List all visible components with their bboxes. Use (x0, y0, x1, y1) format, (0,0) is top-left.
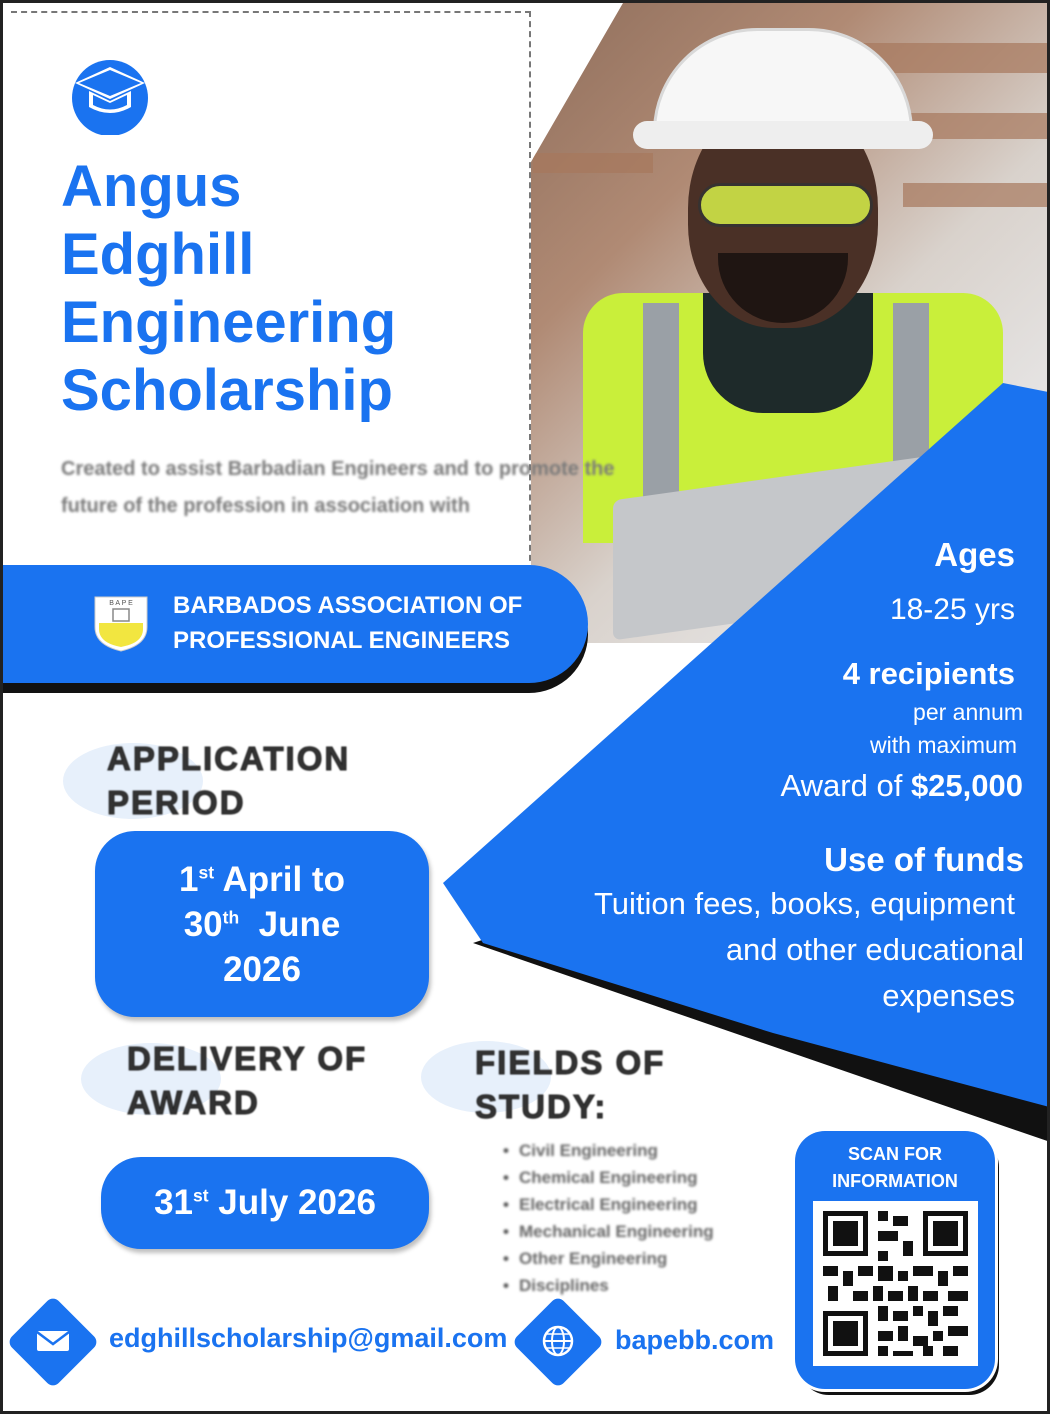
recipients-line-3: with maximum (870, 732, 1017, 758)
title-line-4: Scholarship (61, 358, 393, 423)
title-line-3: Engineering (61, 290, 397, 355)
delivery-heading-line-2: AWARD (127, 1084, 260, 1121)
qr-title (795, 1141, 995, 1195)
title-line-1: Angus (61, 154, 242, 219)
envelope-icon (35, 1327, 71, 1355)
bape-shield-logo (91, 593, 151, 653)
field-item: • Mechanical Engineering (503, 1218, 793, 1245)
application-heading-line-1: APPLICATION (107, 740, 351, 777)
award-line (643, 766, 1023, 806)
recipients-line-2: per annum (913, 699, 1023, 725)
award-amount: $25,000 (910, 768, 1023, 803)
website-link[interactable]: bapebb.com (615, 1325, 775, 1355)
organization-name (173, 588, 573, 658)
field-item: • Other Engineering (503, 1245, 793, 1272)
ages-label: Ages (934, 536, 1015, 573)
graduation-cap-icon (65, 53, 155, 135)
qr-code-graphic (813, 1201, 978, 1366)
fields-heading-line-2: STUDY: (475, 1088, 608, 1125)
qr-title-line-2: INFORMATION (832, 1171, 958, 1191)
qr-code[interactable] (813, 1201, 978, 1366)
bape-logo-text: B A P E (109, 600, 133, 607)
application-heading-line-2: PERIOD (107, 784, 246, 821)
globe-icon (540, 1323, 576, 1359)
delivery-heading-line-1: DELIVERY OF (127, 1040, 368, 1077)
scholarship-title (61, 153, 521, 425)
application-year: 2026 (223, 950, 301, 989)
fields-heading-line-1: FIELDS OF (475, 1044, 666, 1081)
funds-line-1: Tuition fees, books, equipment (593, 886, 1015, 921)
title-line-2: Edghill (61, 222, 255, 287)
funds-line-2: and other educational (725, 932, 1024, 967)
organization-name-line-2: PROFESSIONAL ENGINEERS (173, 627, 510, 654)
description-blurb: Created to assist Barbadian Engineers and to promote the future of the profession in association with (61, 458, 615, 517)
funds-line-3: expenses (882, 978, 1015, 1013)
application-heading (107, 737, 447, 825)
application-dates-pill (95, 831, 429, 1017)
award-prefix: Award of (780, 768, 911, 803)
recipients-label: 4 recipients (842, 656, 1015, 691)
fields-list (503, 1137, 793, 1299)
delivery-date-pill: 31st July 2026 (101, 1157, 429, 1249)
fields-heading (475, 1041, 775, 1129)
field-item: • Disciplines (503, 1272, 793, 1299)
organization-name-line-1: BARBADOS ASSOCIATION OF (173, 592, 523, 619)
delivery-heading (127, 1037, 427, 1125)
field-item: • Civil Engineering (503, 1137, 793, 1164)
funds-label: Use of funds (824, 841, 1024, 878)
field-item: • Electrical Engineering (503, 1191, 793, 1218)
application-end: 30th June (183, 905, 341, 944)
field-item: • Chemical Engineering (503, 1164, 793, 1191)
application-start: 1st April to (179, 860, 345, 899)
ages-value: 18-25 yrs (889, 593, 1015, 626)
email-link[interactable]: edghillscholarship@gmail.com (109, 1323, 508, 1353)
qr-title-line-1: SCAN FOR (848, 1144, 942, 1164)
